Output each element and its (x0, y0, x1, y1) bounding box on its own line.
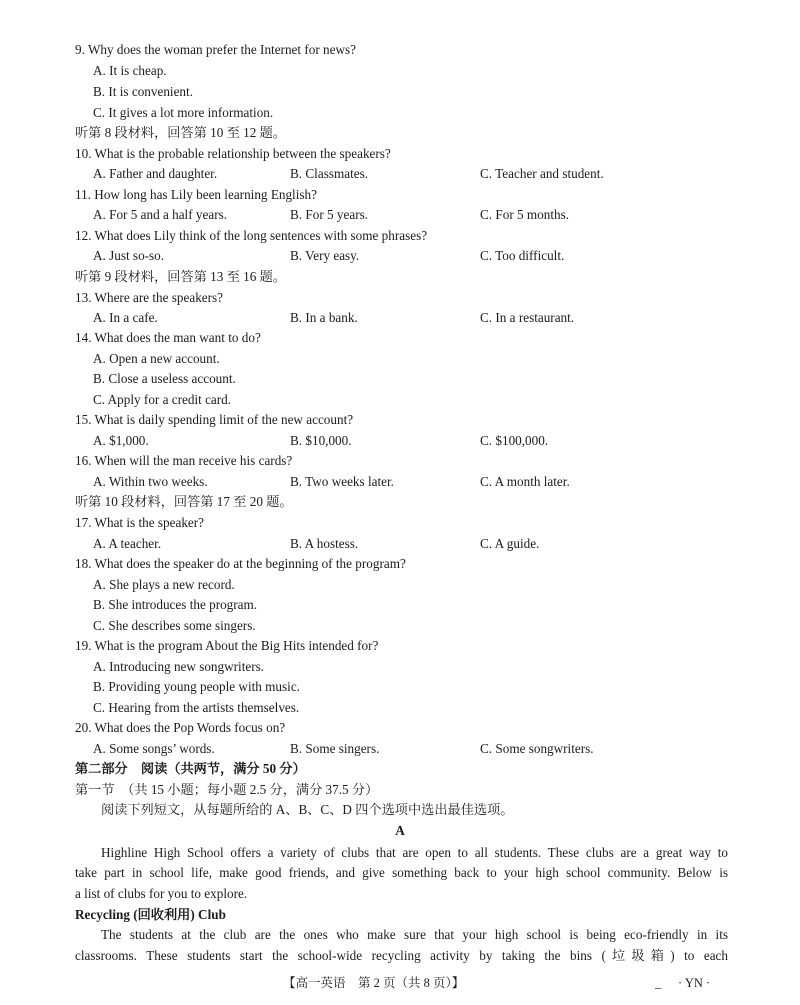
option-a: A. In a cafe. (93, 310, 158, 325)
question-11-options (75, 205, 735, 225)
question-11-stem: 11. How long has Lily been learning English? (75, 187, 317, 202)
option-b: B. Classmates. (290, 166, 369, 181)
question-18-stem: 18. What does the speaker do at the beginning of the program? (75, 556, 406, 571)
question-18-option-c: C. She describes some singers. (93, 618, 256, 633)
passage-p2-line-2: classrooms. These students start the school-wide recycling activity by taking the bins (垃圾箱) to each (75, 948, 728, 963)
question-13-options (75, 308, 735, 328)
question-9-option-a: A. It is cheap. (93, 63, 167, 78)
passage-p1-line-1: Highline High School offers a variety of clubs that are open to all students. These clubs are a great way to (101, 845, 728, 860)
option-c: C. In a restaurant. (480, 310, 575, 325)
option-b: B. $10,000. (290, 433, 352, 448)
question-19-option-b: B. Providing young people with music. (93, 679, 300, 694)
question-9-stem: 9. Why does the woman prefer the Internet for news? (75, 42, 356, 57)
question-15-stem: 15. What is daily spending limit of the new account? (75, 412, 354, 427)
page-footer: 【高一英语 第 2 页（共 8 页）】 (283, 976, 465, 990)
passage-p1-line-3: a list of clubs for you to explore. (75, 886, 248, 901)
option-a: A. For 5 and a half years. (93, 207, 228, 222)
question-12-stem: 12. What does Lily think of the long sentences with some phrases? (75, 228, 428, 243)
passage-p1-line-2: take part in school life, make good friends, and give something back to your high school community. Below is (75, 865, 728, 880)
option-a: A. Father and daughter. (93, 166, 218, 181)
question-16-options (75, 472, 735, 492)
question-13-stem: 13. Where are the speakers? (75, 290, 224, 305)
option-a: A. Within two weeks. (93, 474, 208, 489)
club-heading: Recycling (回收利用) Club (75, 907, 226, 922)
option-b: B. For 5 years. (290, 207, 369, 222)
option-b: B. A hostess. (290, 536, 359, 551)
question-19-stem: 19. What is the program About the Big Hits intended for? (75, 638, 379, 653)
option-c: C. A month later. (480, 474, 570, 489)
option-a: A. A teacher. (93, 536, 162, 551)
question-14-option-c: C. Apply for a credit card. (93, 392, 232, 407)
option-b: B. Very easy. (290, 248, 360, 263)
question-18-option-a: A. She plays a new record. (93, 577, 235, 592)
question-19-option-a: A. Introducing new songwriters. (93, 659, 265, 674)
question-18-option-b: B. She introduces the program. (93, 597, 258, 612)
option-b: B. Some singers. (290, 741, 380, 756)
footer-code: · YN · (678, 976, 711, 990)
section-1-heading: 第一节 （共 15 小题；每小题 2.5 分，满分 37.5 分） (75, 782, 379, 797)
question-12-options (75, 246, 735, 266)
question-9-option-c: C. It gives a lot more information. (93, 105, 274, 120)
option-b: B. Two weeks later. (290, 474, 394, 489)
reading-instruction: 阅读下列短文，从每题所给的 A、B、C、D 四个选项中选出最佳选项。 (101, 802, 514, 817)
option-c: C. $100,000. (480, 433, 549, 448)
question-20-stem: 20. What does the Pop Words focus on? (75, 720, 286, 735)
passage-p2-line-1: The students at the club are the ones who make sure that your high school is being eco-friendly in its (101, 927, 728, 942)
question-16-stem: 16. When will the man receive his cards? (75, 453, 293, 468)
question-19-option-c: C. Hearing from the artists themselves. (93, 700, 300, 715)
question-15-options (75, 431, 735, 451)
question-20-options (75, 739, 735, 759)
question-10-options (75, 164, 735, 184)
part-2-heading: 第二部分 阅读（共两节，满分 50 分） (75, 761, 306, 776)
question-14-stem: 14. What does the man want to do? (75, 330, 261, 345)
section-10-heading: 听第 10 段材料，回答第 17 至 20 题。 (75, 494, 293, 509)
question-14-option-a: A. Open a new account. (93, 351, 220, 366)
option-c: C. For 5 months. (480, 207, 570, 222)
section-8-heading: 听第 8 段材料，回答第 10 至 12 题。 (75, 125, 286, 140)
option-b: B. In a bank. (290, 310, 358, 325)
footer-dash: _ (655, 976, 662, 990)
option-c: C. Some songwriters. (480, 741, 594, 756)
option-c: C. Teacher and student. (480, 166, 604, 181)
question-9-option-b: B. It is convenient. (93, 84, 193, 99)
option-c: C. A guide. (480, 536, 540, 551)
question-17-stem: 17. What is the speaker? (75, 515, 205, 530)
option-c: C. Too difficult. (480, 248, 565, 263)
question-10-stem: 10. What is the probable relationship between the speakers? (75, 146, 391, 161)
section-9-heading: 听第 9 段材料，回答第 13 至 16 题。 (75, 269, 286, 284)
question-14-option-b: B. Close a useless account. (93, 371, 236, 386)
passage-letter: A (395, 823, 405, 838)
option-a: A. Just so-so. (93, 248, 165, 263)
option-a: A. Some songs’ words. (93, 741, 215, 756)
question-17-options (75, 534, 735, 554)
option-a: A. $1,000. (93, 433, 149, 448)
